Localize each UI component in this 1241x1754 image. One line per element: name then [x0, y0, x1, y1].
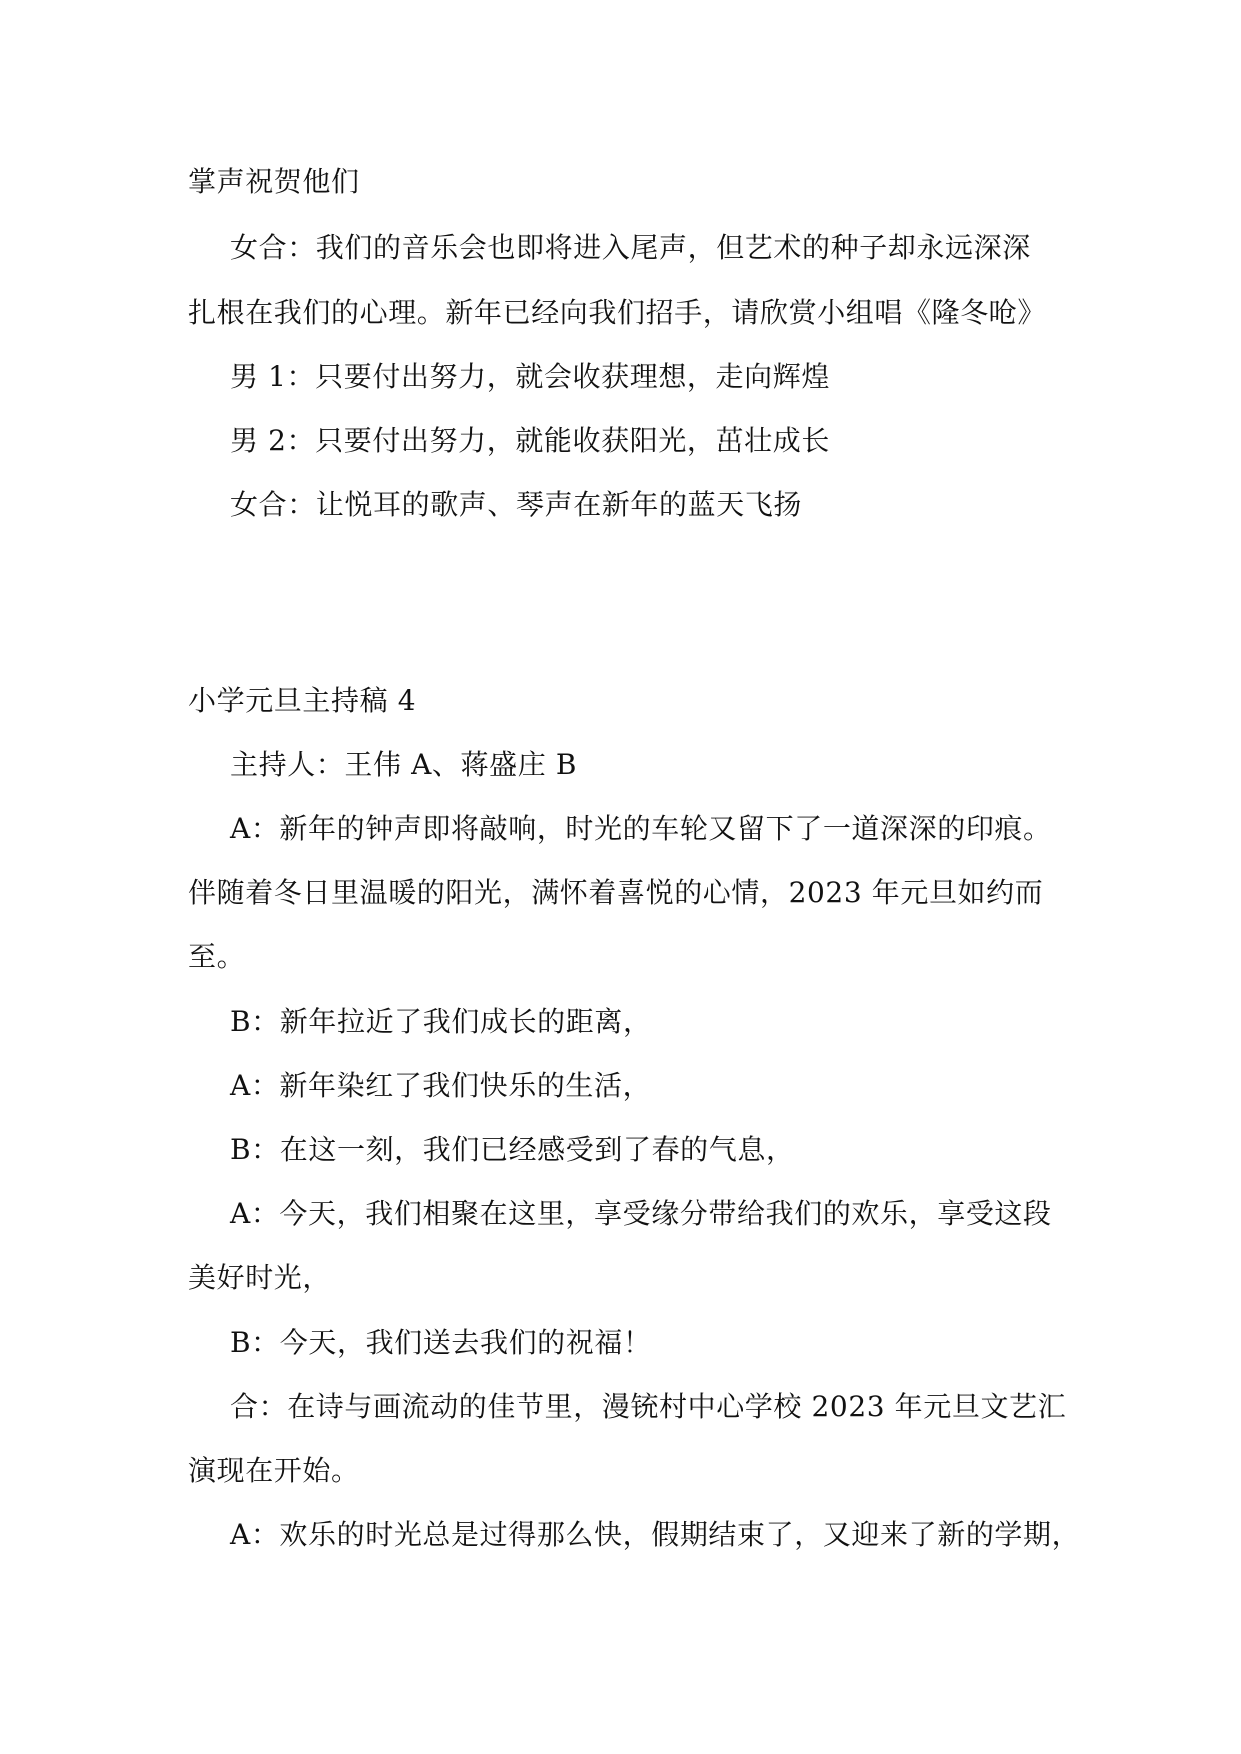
text-line: 女合：让悦耳的歌声、琴声在新年的蓝天飞扬 — [230, 488, 803, 521]
text-line: 女合：我们的音乐会也即将进入尾声，但艺术的种子却永远深深 — [230, 231, 1031, 264]
text-line: B：今天，我们送去我们的祝福！ — [230, 1326, 652, 1359]
text-line: 男 1：只要付出努力，就会收获理想，走向辉煌 — [230, 360, 830, 393]
text-line: 男 2：只要付出努力，就能收获阳光，茁壮成长 — [230, 424, 830, 457]
text-line: 演现在开始。 — [188, 1454, 360, 1487]
text-line: A：新年染红了我们快乐的生活， — [230, 1069, 652, 1102]
text-line: 主持人：王伟 A、蒋盛庄 B — [230, 748, 577, 781]
text-line: A：今天，我们相聚在这里，享受缘分带给我们的欢乐，享受这段 — [230, 1197, 1052, 1230]
text-line: 掌声祝贺他们 — [188, 165, 360, 198]
text-line: 扎根在我们的心理。新年已经向我们招手，请欣赏小组唱《隆冬呛》 — [188, 296, 1047, 329]
text-line: 合：在诗与画流动的佳节里，漫铳村中心学校 2023 年元旦文艺汇 — [230, 1390, 1067, 1423]
text-line: 至。 — [188, 940, 246, 973]
text-line: A：欢乐的时光总是过得那么快，假期结束了，又迎来了新的学期， — [230, 1518, 1081, 1551]
text-line: 美好时光， — [188, 1261, 332, 1294]
section-title: 小学元旦主持稿 4 — [188, 684, 417, 717]
text-line: B：新年拉近了我们成长的距离， — [230, 1005, 652, 1038]
text-line: A：新年的钟声即将敲响，时光的车轮又留下了一道深深的印痕。 — [230, 812, 1052, 845]
text-line: B：在这一刻，我们已经感受到了春的气息， — [230, 1133, 795, 1166]
text-line: 伴随着冬日里温暖的阳光，满怀着喜悦的心情，2023 年元旦如约而 — [188, 876, 1044, 909]
